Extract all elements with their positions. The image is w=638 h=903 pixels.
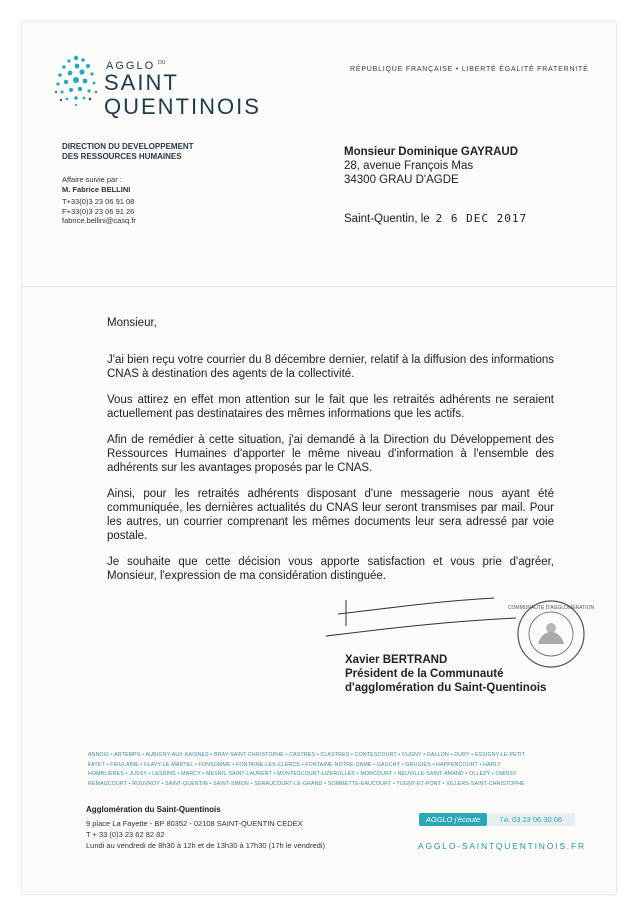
- date-stamp: 2 6 DEC 2017: [435, 212, 528, 225]
- footer-organization: Agglomération du Saint-Quentinois: [86, 805, 221, 814]
- agglo-ecoute-phone: Tél. 03 23 06 30 06: [487, 813, 575, 826]
- signatory-name: Xavier BERTRAND: [345, 654, 448, 666]
- footer-hours: Lundi au vendredi de 8h30 à 12h et de 13h30 à 17h30 (17h le vendredi): [86, 841, 325, 850]
- svg-text:COMMUNAUTÉ D'AGGLOMÉRATION: COMMUNAUTÉ D'AGGLOMÉRATION: [507, 605, 595, 611]
- recipient-name: Monsieur Dominique GAYRAUD: [344, 146, 519, 158]
- fold-line: [22, 286, 616, 287]
- sender-email: fabrice.bellini@casq.fr: [62, 216, 136, 225]
- recipient-address: [344, 145, 518, 187]
- recipient-street: 28, avenue François Mas: [344, 160, 474, 172]
- communes-line-2: FAYET • FIEULAINE • FLAVY-LE-MARTEL • FONSOMME • FONTAINE-LES-CLERCS • FONTAINE-NOTRE-DAME • GAUCHY • GRUGIES • HAPPENCOURT • HARLY: [88, 761, 502, 768]
- sender-contact: [62, 197, 136, 226]
- date-place: Saint-Quentin, le: [344, 213, 430, 225]
- sender-department: [62, 142, 194, 162]
- salutation: Monsieur,: [107, 317, 157, 329]
- signatory-title-1: Président de la Communauté: [345, 668, 504, 680]
- signatory-title-2: d'agglomération du Saint-Quentinois: [345, 682, 547, 694]
- case-officer: [62, 175, 130, 195]
- footer-website: AGGLO-SAINTQUENTINOIS.FR: [418, 841, 586, 851]
- communes-line-1: ANNOIS • ARTEMPS • AUBIGNY-AUX-KAISNES • BRAY-SAINT-CHRISTOPHE • CASTRES • CLASTRES • CONTESCOURT • CUGNY • DALLON • DURY • ESSIGNY-LE-PETIT: [88, 752, 526, 758]
- department-line-1: DIRECTION DU DEVELOPPEMENT: [62, 142, 194, 151]
- paragraph-1: J'ai bien reçu votre courrier du 8 décembre dernier, relatif à la diffusion des informations CNAS à destination des agents de la collectivité.: [107, 354, 554, 380]
- signature-block: [345, 653, 546, 695]
- footer-phone: T + 33 (0)3 23 62 82 82: [86, 830, 165, 839]
- communes-line-4: REMAUCOURT • ROUVROY • SAINT-QUENTIN • SAINT-SIMON • SERAUCOURT-LE-GRAND • SOMMETTE-EAUCOURT • TUGNY-ET-PONT • VILLERS-SAINT-CHRISTOPHE: [88, 780, 525, 787]
- recipient-city: 34300 GRAU D'AGDE: [344, 174, 459, 186]
- case-officer-name: M. Fabrice BELLINI: [62, 185, 131, 194]
- communes-line-3: HOMBLIÈRES • JUSSY • LESDINS • MARCY • MESNIL-SAINT-LAURENT • MONTESCOURT-LIZEROLLES • MORCOURT • NEUVILLE-SAINT-AMAND • OLLEZY • OMISSY: [88, 771, 517, 777]
- logo-agglo-text: AGGLO $^{DU}$: [106, 60, 166, 72]
- logo-quentinois-text: QUENTINOIS: [104, 94, 261, 119]
- sender-fax: F+33(0)3 23 06 91 26: [62, 206, 135, 216]
- sender-phone: T+33(0)3 23 06 91 08: [62, 197, 135, 206]
- agglo-ecoute-badge: AGGLO j'écoute: [419, 813, 487, 826]
- footer-details: [86, 818, 325, 851]
- letter-date: [344, 212, 527, 225]
- letter-body: [107, 316, 554, 595]
- department-line-2: DES RESSOURCES HUMAINES: [62, 152, 182, 161]
- agglo-logo-mark: [52, 52, 100, 110]
- paragraph-3: Afin de remédier à cette situation, j'ai demandé à la Direction du Développement des Ressources Humaines d'apporter le même niveau d'information à l'ensemble des adhérents sur les avantages proposés par le CNAS.: [107, 434, 554, 474]
- footer-address: 9 place La Fayette - BP 80352 - 02108 SAINT-QUENTIN CEDEX: [86, 819, 303, 828]
- case-officer-label: Affaire suivie par :: [62, 175, 122, 184]
- logo-saint-text: SAINT: [104, 70, 179, 95]
- paragraph-4: Ainsi, pour les retraités adhérents disposant d'une messagerie nous ayant été communiquée, les dernières actualités du CNAS leur seront transmises par mail. Pour les autres, un courrier comprenant les mêmes documents leur sera adressé par voie postale.: [107, 488, 554, 542]
- paragraph-2: Vous attirez en effet mon attention sur le fait que les retraités adhérents ne seraient actuellement pas destinataires des mêmes informations que les actifs.: [107, 394, 554, 420]
- republique-motto: RÉPUBLIQUE FRANÇAISE • LIBERTÉ ÉGALITÉ FRATERNITÉ: [350, 66, 589, 73]
- member-communes-list: [88, 751, 593, 789]
- paragraph-5: Je souhaite que cette décision vous apporte satisfaction et vous prie d'agréer, Monsieur, l'expression de ma considération distinguée.: [107, 556, 554, 582]
